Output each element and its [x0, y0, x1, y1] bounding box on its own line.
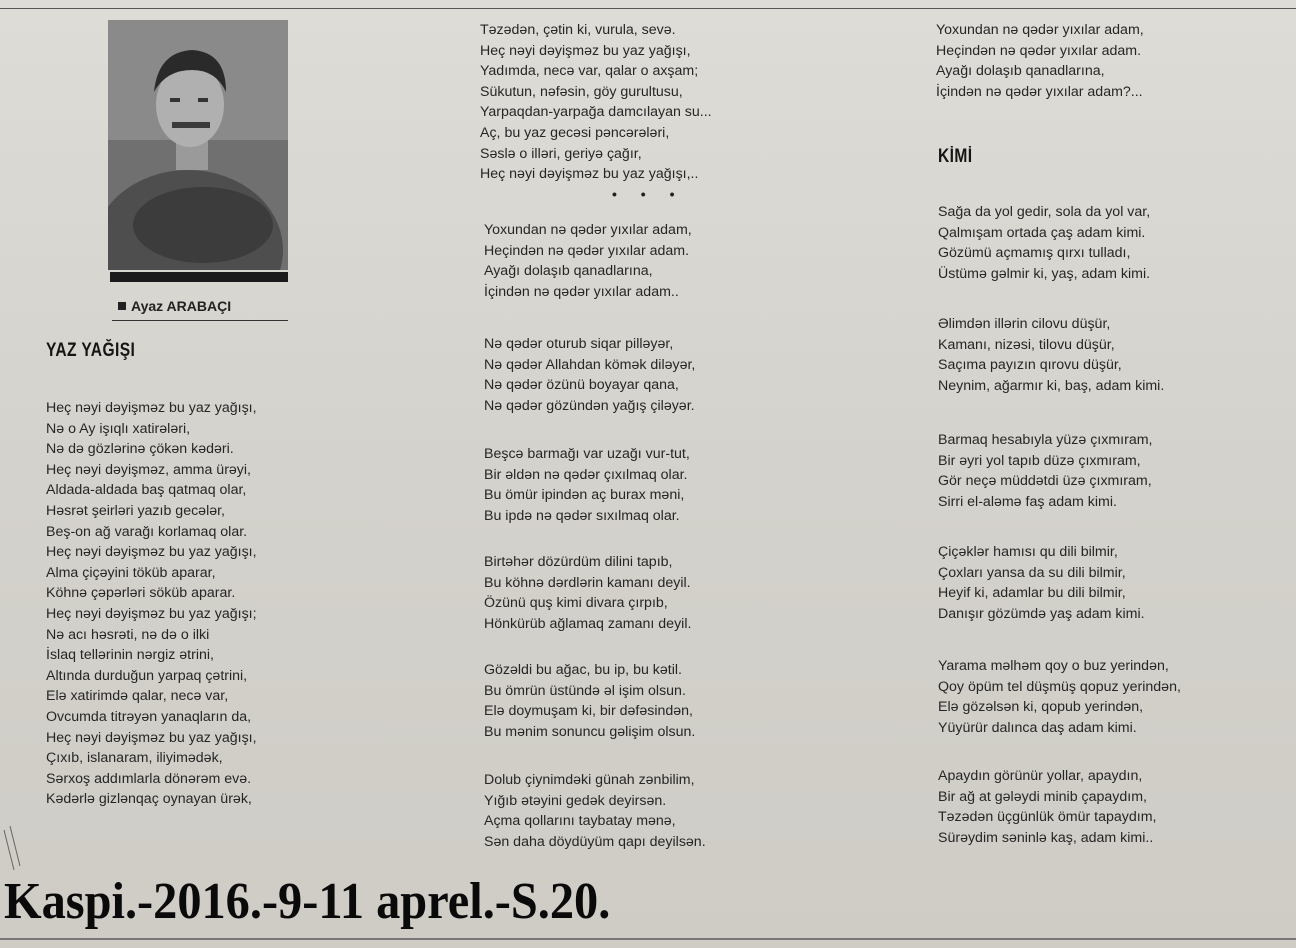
poem1-column1 [46, 398, 257, 810]
poem-line: Bu köhnə dərdlərin kamanı deyil. [484, 574, 691, 591]
stanza [938, 542, 1145, 624]
poem-line: Nə qədər oturub siqar pilləyər, [484, 336, 674, 352]
poem-line: Çıxıb, islanaram, iliyimədək, [46, 750, 223, 767]
poem-line: Bir əyri yol tapıb düzə çıxmıram, [938, 452, 1141, 469]
poem-line: Nə də gözlərinə çökən kədəri. [46, 441, 234, 458]
poem-line: Altında durduğun yarpaq çətrini, [46, 667, 248, 684]
poem-line: Nə qədər Allahdan kömək diləyər, [484, 356, 696, 373]
stanza [938, 202, 1150, 284]
poem-line: Neynim, ağarmır ki, baş, adam kimi. [938, 377, 1165, 394]
poem-line: Aç, bu yaz gecəsi pəncərələri, [480, 124, 670, 141]
page-fold-mark [0, 820, 24, 880]
poem-line: Gözümü açmamış qırxı tulladı, [938, 245, 1131, 262]
stanza [484, 660, 695, 742]
poem-line: Yığıb ətəyini gedək deyirsən. [484, 792, 667, 809]
source-caption: Kaspi.-2016.-9-11 aprel.-S.20. [4, 873, 611, 930]
poem-line: Beşcə barmağı var uzağı vur-tut, [484, 446, 690, 462]
poem-line: Açma qollarını taybatay mənə, [484, 813, 676, 830]
poem-line: Bu ömrün üstündə əl işim olsun. [484, 682, 686, 699]
poem-line: Danışır gözümdə yaş adam kimi. [938, 605, 1145, 622]
poem-line: Heç nəyi dəyişməz bu yaz yağışı, [46, 544, 257, 561]
poem-line: Hönkürüb ağlamaq zamanı deyil. [484, 615, 692, 632]
poem-line: Kamanı, nizəsi, tilovu düşür, [938, 336, 1115, 353]
poem-line: Səslə o illəri, geriyə çağır, [480, 145, 642, 162]
poem-line: Heçindən nə qədər yıxılar adam. [484, 242, 690, 259]
poem-line: Yarpaqdan-yarpağa damcılayan su... [480, 104, 712, 121]
poem-line: Bu ipdə nə qədər sıxılmaq olar. [484, 507, 680, 524]
poem-line: Elə xatirimdə qalar, necə var, [46, 688, 229, 705]
poem-line: Sirri el-aləmə faş adam kimi. [938, 493, 1117, 510]
poem-line: Gözəldi bu ağac, bu ip, bu kətil. [484, 662, 682, 678]
byline-rule [112, 320, 288, 321]
top-rule [0, 8, 1296, 9]
poem-line: Gör neçə müddətdi üzə çıxmıram, [938, 473, 1152, 490]
poem-line: Sərxoş addımlarla dönərəm evə. [46, 770, 252, 787]
poem-line: Üstümə gəlmir ki, yaş, adam kimi. [938, 265, 1151, 282]
poem-line: Heç nəyi dəyişməz, amma ürəyi, [46, 461, 251, 478]
poem-line: Heç nəyi dəyişməz bu yaz yağışı, [46, 729, 257, 746]
poem-line: Nə acı həsrəti, nə də o ilki [46, 626, 210, 643]
stanza [938, 314, 1164, 396]
poem-line: Həsrət şeirləri yazıb gecələr, [46, 502, 225, 519]
poem-line: Qoy öpüm tel düşmüş qopuz yerindən, [938, 678, 1181, 695]
poem-title-yaz-yagisi: YAZ YAĞIŞI [46, 340, 136, 361]
poem-line: Əlimdən illərin cilovu düşür, [938, 316, 1111, 332]
poem-line: Nə qədər özünü boyayar qana, [484, 377, 679, 394]
poem-line: Elə gözəlsən ki, qopub yerindən, [938, 699, 1144, 716]
stanza-separator: • • • [612, 186, 685, 202]
poem-line: Heçindən nə qədər yıxılar adam. [936, 42, 1142, 59]
stanza [938, 430, 1152, 512]
stanza [484, 334, 695, 416]
poem-line: Yoxundan nə qədər yıxılar adam, [936, 22, 1144, 38]
stanza [484, 444, 690, 526]
poem-line: Nə o Ay işıqlı xatirələri, [46, 420, 191, 437]
poem-line: Birtəhər dözürdüm dilini tapıb, [484, 554, 673, 570]
stanza [938, 766, 1156, 848]
poem-line: Heç nəyi dəyişməz bu yaz yağışı, [480, 42, 691, 59]
stanza [484, 770, 706, 852]
poem-line: Sən daha döydüyüm qapı deyilsən. [484, 833, 706, 850]
poem-line: Nə qədər gözündən yağış çiləyər. [484, 397, 695, 414]
stanza [484, 552, 691, 634]
poem-line: Bir əldən nə qədər çıxılmaq olar. [484, 466, 688, 483]
poem-line: Sürəydim səninlə kaş, adam kimi.. [938, 829, 1154, 846]
author-photo [108, 20, 288, 270]
poem-line: Ayağı dolaşıb qanadlarına, [484, 263, 653, 280]
poem-line: Sağa da yol gedir, sola da yol var, [938, 204, 1151, 220]
poem-line: Qalmışam ortada çaş adam kimi. [938, 224, 1146, 241]
bullet-square-icon [118, 302, 126, 310]
poem-line: Ovcumda titrəyən yanaqların da, [46, 708, 252, 725]
poem-line: Bu ömür ipindən aç burax məni, [484, 487, 685, 504]
poem-line: Yadımda, necə var, qalar o axşam; [480, 63, 699, 80]
poem-line: Dolub çiynimdəki günah zənbilim, [484, 772, 695, 788]
poem-title-kimi: KİMİ [938, 146, 973, 167]
poem-line: Aldada-aldada baş qatmaq olar, [46, 482, 247, 499]
poem-line: Ayağı dolaşıb qanadlarına, [936, 63, 1105, 80]
poem-line: Özünü quş kimi divara çırpıb, [484, 595, 668, 612]
poem-line: Təzədən, çətin ki, vurula, sevə. [480, 22, 676, 38]
poem-line: Heç nəyi dəyişməz bu yaz yağışı,.. [480, 166, 699, 183]
poem1-column2 [480, 20, 712, 185]
poem-line: İçindən nə qədər yıxılar adam?... [936, 83, 1143, 100]
poem-line: Təzədən üçgünlük ömür tapaydım, [938, 809, 1157, 826]
poem-line: Bu mənim sonuncu gəlişim olsun. [484, 723, 696, 740]
poem-line: Beş-on ağ varağı korlamaq olar. [46, 523, 248, 540]
poem-line: Heyif ki, adamlar bu dili bilmir, [938, 585, 1126, 602]
poem-line: Çoxları yansa da su dili bilmir, [938, 564, 1126, 581]
poem-line: Köhnə çəpərləri söküb aparar. [46, 585, 236, 602]
stanza [938, 656, 1181, 738]
poem-line: Saçıma payızın qırovu düşür, [938, 357, 1122, 374]
bottom-rule [0, 938, 1296, 940]
poem-line: Alma çiçəyini töküb aparar, [46, 564, 216, 581]
poem-line: Bir ağ at gələydi minib çapaydım, [938, 788, 1147, 805]
poem-line: Heç nəyi dəyişməz bu yaz yağışı; [46, 605, 257, 622]
stanza [484, 220, 692, 302]
poem-line: İslaq tellərinin nərgiz ətrini, [46, 647, 214, 664]
poem-line: Çiçəklər hamısı qu dili bilmir, [938, 544, 1118, 560]
poem-line: Sükutun, nəfəsin, göy gurultusu, [480, 83, 683, 100]
photo-bar [110, 272, 288, 282]
poem-line: Yüyürür dalınca daş adam kimi. [938, 719, 1137, 736]
poem-line: Barmaq hesabıyla yüzə çıxmıram, [938, 432, 1153, 448]
poem-line: Apaydın görünür yollar, apaydın, [938, 768, 1143, 784]
author-byline: Ayaz ARABAÇI [118, 298, 231, 314]
poem-line: İçindən nə qədər yıxılar adam.. [484, 283, 679, 300]
poem2-column3-top [936, 20, 1144, 102]
poem-line: Elə doymuşam ki, bir dəfəsindən, [484, 703, 693, 720]
poem-line: Heç nəyi dəyişməz bu yaz yağışı, [46, 400, 257, 416]
poem-line: Yoxundan nə qədər yıxılar adam, [484, 222, 692, 238]
poem-line: Yarama məlhəm qoy o buz yerindən, [938, 658, 1169, 674]
poem-line: Kədərlə gizlənqaç oynayan ürək, [46, 791, 252, 808]
